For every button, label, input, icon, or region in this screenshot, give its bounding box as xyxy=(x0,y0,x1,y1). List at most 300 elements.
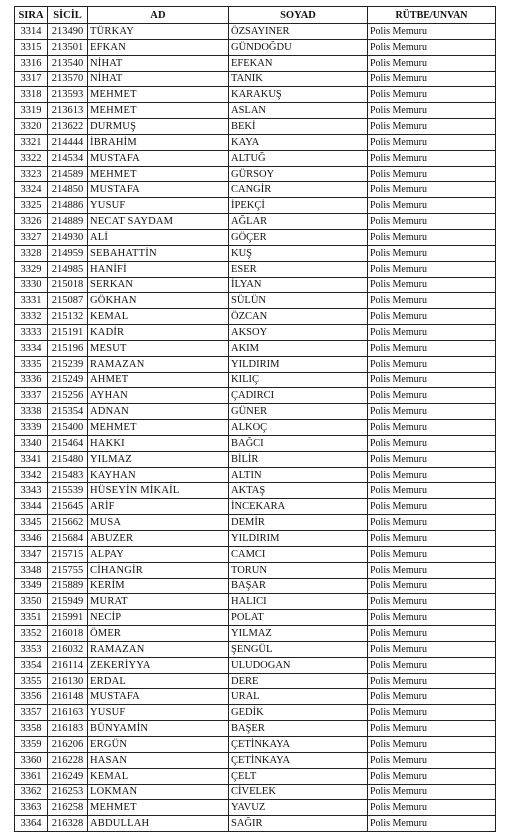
table-row xyxy=(15,451,496,467)
cell-soyad: GÜNER xyxy=(229,404,368,420)
header-soyad: SOYAD xyxy=(229,7,368,24)
cell-ad: MEHMET xyxy=(88,800,229,816)
cell-sira: 3330 xyxy=(15,277,48,293)
cell-ad: CİHANGİR xyxy=(88,562,229,578)
cell-ad: NİHAT xyxy=(88,71,229,87)
cell-soyad: ÇELT xyxy=(229,768,368,784)
cell-sira: 3338 xyxy=(15,404,48,420)
cell-sira: 3320 xyxy=(15,119,48,135)
cell-rutbe: Polis Memuru xyxy=(368,24,496,40)
header-sira: SIRA xyxy=(15,7,48,24)
cell-rutbe: Polis Memuru xyxy=(368,103,496,119)
cell-sira: 3363 xyxy=(15,800,48,816)
cell-soyad: ŞENGÜL xyxy=(229,641,368,657)
cell-rutbe: Polis Memuru xyxy=(368,55,496,71)
cell-sicil: 213540 xyxy=(48,55,88,71)
cell-sicil: 216258 xyxy=(48,800,88,816)
cell-sira: 3328 xyxy=(15,245,48,261)
cell-soyad: ÇADIRCI xyxy=(229,388,368,404)
table-row xyxy=(15,388,496,404)
cell-sicil: 215354 xyxy=(48,404,88,420)
cell-sicil: 214985 xyxy=(48,261,88,277)
cell-soyad: DERE xyxy=(229,673,368,689)
table-row xyxy=(15,309,496,325)
cell-sira: 3324 xyxy=(15,182,48,198)
table-row xyxy=(15,641,496,657)
cell-rutbe: Polis Memuru xyxy=(368,467,496,483)
cell-rutbe: Polis Memuru xyxy=(368,689,496,705)
cell-ad: AYHAN xyxy=(88,388,229,404)
cell-sira: 3359 xyxy=(15,736,48,752)
table-row xyxy=(15,736,496,752)
table-body xyxy=(15,24,496,832)
cell-soyad: GEDİK xyxy=(229,705,368,721)
cell-rutbe: Polis Memuru xyxy=(368,71,496,87)
cell-sira: 3321 xyxy=(15,134,48,150)
cell-rutbe: Polis Memuru xyxy=(368,198,496,214)
cell-soyad: BEKİ xyxy=(229,119,368,135)
table-row xyxy=(15,673,496,689)
table-row xyxy=(15,166,496,182)
cell-sira: 3323 xyxy=(15,166,48,182)
cell-sicil: 216018 xyxy=(48,626,88,642)
cell-soyad: YAVUZ xyxy=(229,800,368,816)
table-row xyxy=(15,119,496,135)
cell-sicil: 216253 xyxy=(48,784,88,800)
cell-soyad: İNCEKARA xyxy=(229,499,368,515)
cell-sira: 3334 xyxy=(15,340,48,356)
cell-sicil: 215087 xyxy=(48,293,88,309)
personnel-table xyxy=(14,6,496,832)
cell-rutbe: Polis Memuru xyxy=(368,752,496,768)
cell-soyad: İPEKÇİ xyxy=(229,198,368,214)
cell-rutbe: Polis Memuru xyxy=(368,150,496,166)
table-row xyxy=(15,24,496,40)
cell-soyad: GÖÇER xyxy=(229,229,368,245)
cell-sicil: 214930 xyxy=(48,229,88,245)
cell-ad: RAMAZAN xyxy=(88,641,229,657)
cell-sicil: 216249 xyxy=(48,768,88,784)
cell-soyad: AKSOY xyxy=(229,325,368,341)
cell-rutbe: Polis Memuru xyxy=(368,229,496,245)
cell-sira: 3331 xyxy=(15,293,48,309)
table-row xyxy=(15,499,496,515)
cell-ad: MUSTAFA xyxy=(88,182,229,198)
cell-soyad: BİLİR xyxy=(229,451,368,467)
cell-sira: 3317 xyxy=(15,71,48,87)
cell-sira: 3345 xyxy=(15,515,48,531)
cell-sicil: 214889 xyxy=(48,214,88,230)
table-row xyxy=(15,531,496,547)
cell-sicil: 213622 xyxy=(48,119,88,135)
header-ad: AD xyxy=(88,7,229,24)
cell-ad: HANİFİ xyxy=(88,261,229,277)
cell-ad: YUSUF xyxy=(88,198,229,214)
cell-sicil: 215196 xyxy=(48,340,88,356)
cell-soyad: KARAKUŞ xyxy=(229,87,368,103)
cell-rutbe: Polis Memuru xyxy=(368,546,496,562)
cell-sira: 3347 xyxy=(15,546,48,562)
cell-soyad: ÖZCAN xyxy=(229,309,368,325)
cell-soyad: ÇETİNKAYA xyxy=(229,736,368,752)
table-row xyxy=(15,325,496,341)
cell-sicil: 214589 xyxy=(48,166,88,182)
cell-ad: KAYHAN xyxy=(88,467,229,483)
cell-soyad: ESER xyxy=(229,261,368,277)
cell-sicil: 214886 xyxy=(48,198,88,214)
cell-sicil: 215684 xyxy=(48,531,88,547)
cell-sira: 3344 xyxy=(15,499,48,515)
cell-sicil: 215249 xyxy=(48,372,88,388)
table-row xyxy=(15,800,496,816)
cell-ad: KEMAL xyxy=(88,309,229,325)
table-row xyxy=(15,277,496,293)
cell-sira: 3346 xyxy=(15,531,48,547)
cell-sira: 3348 xyxy=(15,562,48,578)
cell-sira: 3315 xyxy=(15,39,48,55)
cell-sicil: 215256 xyxy=(48,388,88,404)
cell-sicil: 213501 xyxy=(48,39,88,55)
cell-soyad: AĞLAR xyxy=(229,214,368,230)
cell-rutbe: Polis Memuru xyxy=(368,657,496,673)
cell-ad: MEHMET xyxy=(88,103,229,119)
cell-sira: 3341 xyxy=(15,451,48,467)
cell-sicil: 214534 xyxy=(48,150,88,166)
table-row xyxy=(15,198,496,214)
cell-sira: 3354 xyxy=(15,657,48,673)
cell-rutbe: Polis Memuru xyxy=(368,420,496,436)
cell-sira: 3325 xyxy=(15,198,48,214)
cell-soyad: URAL xyxy=(229,689,368,705)
cell-sira: 3349 xyxy=(15,578,48,594)
table-row xyxy=(15,610,496,626)
cell-rutbe: Polis Memuru xyxy=(368,626,496,642)
cell-ad: MUSTAFA xyxy=(88,689,229,705)
cell-sicil: 215889 xyxy=(48,578,88,594)
cell-rutbe: Polis Memuru xyxy=(368,309,496,325)
cell-ad: NİHAT xyxy=(88,55,229,71)
cell-ad: ALPAY xyxy=(88,546,229,562)
cell-sira: 3350 xyxy=(15,594,48,610)
cell-rutbe: Polis Memuru xyxy=(368,610,496,626)
table-row xyxy=(15,657,496,673)
cell-sicil: 213613 xyxy=(48,103,88,119)
header-sicil: SİCİL xyxy=(48,7,88,24)
cell-rutbe: Polis Memuru xyxy=(368,214,496,230)
cell-rutbe: Polis Memuru xyxy=(368,499,496,515)
table-row xyxy=(15,229,496,245)
table-row xyxy=(15,626,496,642)
table-row xyxy=(15,293,496,309)
cell-sicil: 215662 xyxy=(48,515,88,531)
cell-ad: ERGÜN xyxy=(88,736,229,752)
table-row xyxy=(15,483,496,499)
cell-soyad: ÖZSAYINER xyxy=(229,24,368,40)
cell-rutbe: Polis Memuru xyxy=(368,261,496,277)
table-row xyxy=(15,39,496,55)
cell-sicil: 215464 xyxy=(48,435,88,451)
cell-sicil: 215480 xyxy=(48,451,88,467)
cell-rutbe: Polis Memuru xyxy=(368,134,496,150)
cell-rutbe: Polis Memuru xyxy=(368,87,496,103)
table-row xyxy=(15,214,496,230)
cell-ad: SERKAN xyxy=(88,277,229,293)
cell-sicil: 214850 xyxy=(48,182,88,198)
cell-sira: 3326 xyxy=(15,214,48,230)
cell-rutbe: Polis Memuru xyxy=(368,562,496,578)
cell-ad: MESUT xyxy=(88,340,229,356)
table-row xyxy=(15,420,496,436)
cell-sira: 3361 xyxy=(15,768,48,784)
cell-rutbe: Polis Memuru xyxy=(368,404,496,420)
cell-sira: 3314 xyxy=(15,24,48,40)
cell-rutbe: Polis Memuru xyxy=(368,39,496,55)
cell-soyad: ASLAN xyxy=(229,103,368,119)
cell-rutbe: Polis Memuru xyxy=(368,277,496,293)
cell-sira: 3352 xyxy=(15,626,48,642)
cell-ad: AHMET xyxy=(88,372,229,388)
cell-soyad: POLAT xyxy=(229,610,368,626)
cell-rutbe: Polis Memuru xyxy=(368,673,496,689)
cell-sira: 3356 xyxy=(15,689,48,705)
cell-soyad: YILDIRIM xyxy=(229,356,368,372)
cell-rutbe: Polis Memuru xyxy=(368,736,496,752)
cell-soyad: ÇETİNKAYA xyxy=(229,752,368,768)
cell-sicil: 213570 xyxy=(48,71,88,87)
cell-sicil: 215949 xyxy=(48,594,88,610)
cell-sira: 3329 xyxy=(15,261,48,277)
cell-soyad: CANGİR xyxy=(229,182,368,198)
cell-rutbe: Polis Memuru xyxy=(368,340,496,356)
cell-sira: 3364 xyxy=(15,816,48,832)
table-row xyxy=(15,245,496,261)
cell-ad: HAKKI xyxy=(88,435,229,451)
cell-sicil: 216183 xyxy=(48,721,88,737)
cell-sicil: 215755 xyxy=(48,562,88,578)
cell-soyad: GÜNDOĞDU xyxy=(229,39,368,55)
cell-sira: 3322 xyxy=(15,150,48,166)
cell-sicil: 216130 xyxy=(48,673,88,689)
cell-soyad: GÜRSOY xyxy=(229,166,368,182)
cell-sicil: 216163 xyxy=(48,705,88,721)
cell-soyad: SAĞIR xyxy=(229,816,368,832)
table-row xyxy=(15,689,496,705)
cell-ad: YUSUF xyxy=(88,705,229,721)
cell-soyad: AKIM xyxy=(229,340,368,356)
cell-sira: 3332 xyxy=(15,309,48,325)
cell-sicil: 216328 xyxy=(48,816,88,832)
table-row xyxy=(15,150,496,166)
cell-rutbe: Polis Memuru xyxy=(368,515,496,531)
cell-sira: 3340 xyxy=(15,435,48,451)
cell-soyad: KAYA xyxy=(229,134,368,150)
table-row xyxy=(15,87,496,103)
table-row xyxy=(15,134,496,150)
cell-ad: MURAT xyxy=(88,594,229,610)
cell-sicil: 215132 xyxy=(48,309,88,325)
cell-ad: MEHMET xyxy=(88,166,229,182)
cell-soyad: YILDIRIM xyxy=(229,531,368,547)
table-row xyxy=(15,705,496,721)
cell-ad: ABDULLAH xyxy=(88,816,229,832)
cell-soyad: İLYAN xyxy=(229,277,368,293)
cell-ad: ÖMER xyxy=(88,626,229,642)
table-row xyxy=(15,435,496,451)
cell-ad: KEMAL xyxy=(88,768,229,784)
cell-sicil: 216032 xyxy=(48,641,88,657)
cell-sira: 3316 xyxy=(15,55,48,71)
cell-rutbe: Polis Memuru xyxy=(368,293,496,309)
table-row xyxy=(15,404,496,420)
cell-ad: ZEKERİYYA xyxy=(88,657,229,673)
cell-soyad: ALTIN xyxy=(229,467,368,483)
cell-rutbe: Polis Memuru xyxy=(368,356,496,372)
cell-ad: İBRAHİM xyxy=(88,134,229,150)
cell-soyad: ALKOÇ xyxy=(229,420,368,436)
cell-sira: 3362 xyxy=(15,784,48,800)
cell-sicil: 215191 xyxy=(48,325,88,341)
cell-sira: 3353 xyxy=(15,641,48,657)
cell-rutbe: Polis Memuru xyxy=(368,182,496,198)
table-row xyxy=(15,594,496,610)
table-row xyxy=(15,261,496,277)
cell-ad: ADNAN xyxy=(88,404,229,420)
cell-soyad: BAŞAR xyxy=(229,578,368,594)
cell-rutbe: Polis Memuru xyxy=(368,816,496,832)
cell-sicil: 215991 xyxy=(48,610,88,626)
cell-sira: 3342 xyxy=(15,467,48,483)
cell-sicil: 216148 xyxy=(48,689,88,705)
cell-sira: 3339 xyxy=(15,420,48,436)
table-row xyxy=(15,562,496,578)
cell-rutbe: Polis Memuru xyxy=(368,451,496,467)
cell-soyad: CİVELEK xyxy=(229,784,368,800)
cell-sira: 3358 xyxy=(15,721,48,737)
cell-rutbe: Polis Memuru xyxy=(368,166,496,182)
cell-sira: 3336 xyxy=(15,372,48,388)
cell-ad: EFKAN xyxy=(88,39,229,55)
cell-soyad: EFEKAN xyxy=(229,55,368,71)
cell-ad: KERİM xyxy=(88,578,229,594)
cell-sicil: 214959 xyxy=(48,245,88,261)
cell-sira: 3335 xyxy=(15,356,48,372)
cell-rutbe: Polis Memuru xyxy=(368,721,496,737)
cell-sira: 3319 xyxy=(15,103,48,119)
cell-sira: 3357 xyxy=(15,705,48,721)
cell-rutbe: Polis Memuru xyxy=(368,435,496,451)
cell-soyad: DEMİR xyxy=(229,515,368,531)
cell-ad: NECİP xyxy=(88,610,229,626)
table-row xyxy=(15,752,496,768)
cell-ad: DURMUŞ xyxy=(88,119,229,135)
table-row xyxy=(15,182,496,198)
table-row xyxy=(15,55,496,71)
header-rutbe: RÜTBE/UNVAN xyxy=(368,7,496,24)
cell-sicil: 213593 xyxy=(48,87,88,103)
cell-rutbe: Polis Memuru xyxy=(368,578,496,594)
cell-ad: ALİ xyxy=(88,229,229,245)
cell-soyad: CAMCI xyxy=(229,546,368,562)
table-header-row xyxy=(15,7,496,24)
cell-sicil: 215715 xyxy=(48,546,88,562)
cell-rutbe: Polis Memuru xyxy=(368,705,496,721)
cell-soyad: KUŞ xyxy=(229,245,368,261)
cell-soyad: AKTAŞ xyxy=(229,483,368,499)
cell-ad: MUSTAFA xyxy=(88,150,229,166)
table-row xyxy=(15,356,496,372)
cell-rutbe: Polis Memuru xyxy=(368,594,496,610)
cell-ad: HÜSEYİN MİKAİL xyxy=(88,483,229,499)
cell-ad: NECAT SAYDAM xyxy=(88,214,229,230)
cell-ad: ABUZER xyxy=(88,531,229,547)
cell-rutbe: Polis Memuru xyxy=(368,119,496,135)
cell-soyad: SÜLÜN xyxy=(229,293,368,309)
cell-ad: ARİF xyxy=(88,499,229,515)
cell-ad: BÜNYAMİN xyxy=(88,721,229,737)
table-row xyxy=(15,103,496,119)
cell-ad: LOKMAN xyxy=(88,784,229,800)
cell-soyad: BAŞER xyxy=(229,721,368,737)
cell-ad: MEHMET xyxy=(88,420,229,436)
cell-sicil: 216228 xyxy=(48,752,88,768)
cell-rutbe: Polis Memuru xyxy=(368,800,496,816)
cell-ad: HASAN xyxy=(88,752,229,768)
cell-ad: GÖKHAN xyxy=(88,293,229,309)
table-row xyxy=(15,546,496,562)
cell-soyad: YILMAZ xyxy=(229,626,368,642)
table-row xyxy=(15,816,496,832)
cell-rutbe: Polis Memuru xyxy=(368,372,496,388)
cell-sira: 3360 xyxy=(15,752,48,768)
cell-sicil: 216114 xyxy=(48,657,88,673)
cell-sira: 3351 xyxy=(15,610,48,626)
table-row xyxy=(15,467,496,483)
table-row xyxy=(15,71,496,87)
cell-soyad: TANIK xyxy=(229,71,368,87)
cell-rutbe: Polis Memuru xyxy=(368,388,496,404)
cell-ad: RAMAZAN xyxy=(88,356,229,372)
cell-ad: MEHMET xyxy=(88,87,229,103)
cell-rutbe: Polis Memuru xyxy=(368,245,496,261)
cell-ad: SEBAHATTİN xyxy=(88,245,229,261)
table-row xyxy=(15,721,496,737)
cell-sicil: 216206 xyxy=(48,736,88,752)
cell-soyad: ALTUĞ xyxy=(229,150,368,166)
cell-sira: 3355 xyxy=(15,673,48,689)
cell-soyad: TORUN xyxy=(229,562,368,578)
cell-rutbe: Polis Memuru xyxy=(368,483,496,499)
cell-soyad: ULUDOGAN xyxy=(229,657,368,673)
table-row xyxy=(15,515,496,531)
cell-sira: 3318 xyxy=(15,87,48,103)
cell-sicil: 215400 xyxy=(48,420,88,436)
cell-soyad: HALICI xyxy=(229,594,368,610)
cell-rutbe: Polis Memuru xyxy=(368,641,496,657)
table-row xyxy=(15,372,496,388)
cell-sira: 3327 xyxy=(15,229,48,245)
cell-ad: ERDAL xyxy=(88,673,229,689)
cell-ad: YILMAZ xyxy=(88,451,229,467)
cell-soyad: BAĞCI xyxy=(229,435,368,451)
cell-sicil: 215018 xyxy=(48,277,88,293)
cell-ad: MUSA xyxy=(88,515,229,531)
cell-sicil: 213490 xyxy=(48,24,88,40)
cell-rutbe: Polis Memuru xyxy=(368,531,496,547)
table-row xyxy=(15,578,496,594)
cell-sicil: 215645 xyxy=(48,499,88,515)
cell-sira: 3343 xyxy=(15,483,48,499)
cell-rutbe: Polis Memuru xyxy=(368,784,496,800)
